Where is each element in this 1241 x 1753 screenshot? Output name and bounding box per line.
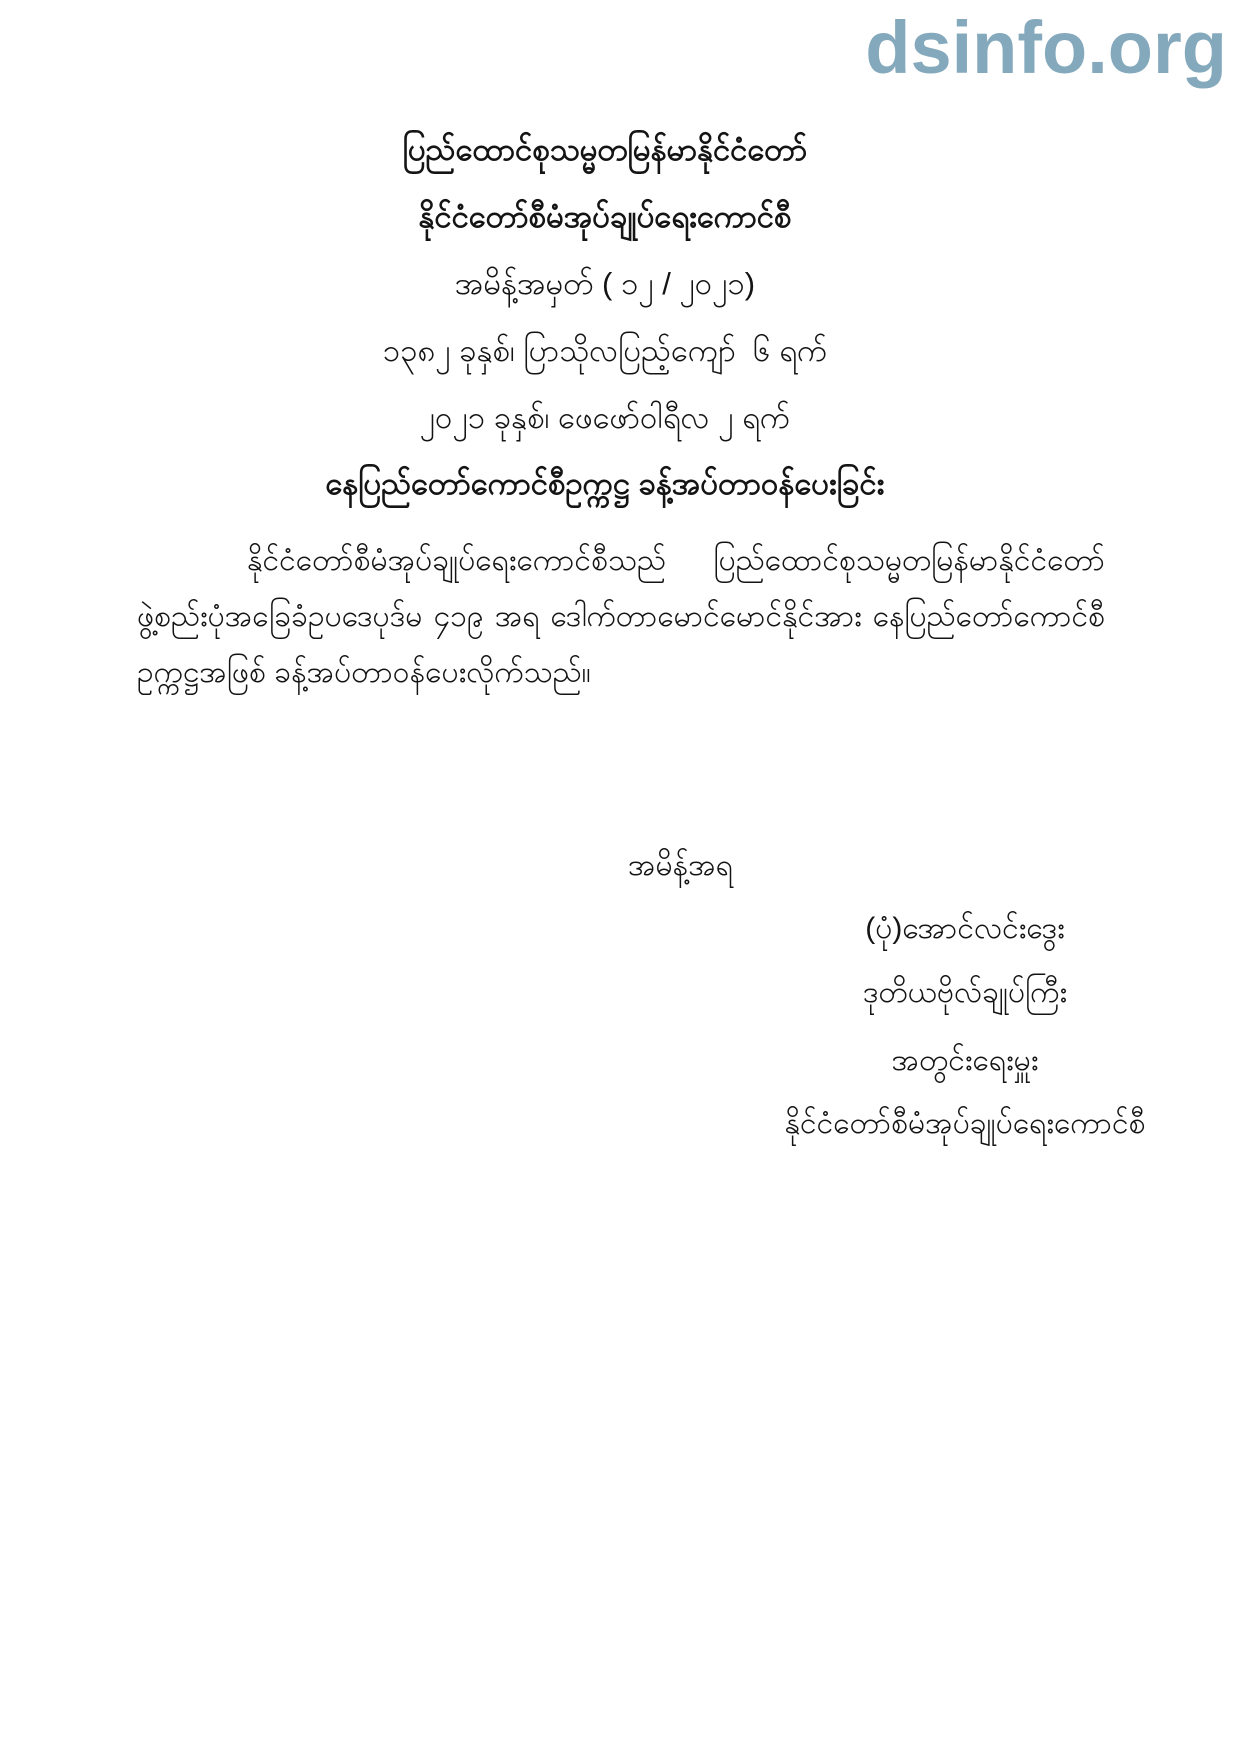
- council-name-heading: နိုင်ငံတော်စီမံအုပ်ချုပ်ရေးကောင်စီ: [418, 199, 792, 234]
- signer-position: အတွင်းရေးမှူး: [891, 1044, 1039, 1077]
- signer-name: (ပုံ)အောင်လင်းဒွေး: [865, 912, 1065, 945]
- state-name-heading: ပြည်ထောင်စုသမ္မတမြန်မာနိုင်ငံတော်: [402, 132, 808, 167]
- signer-organization: နိုင်ငံတော်စီမံအုပ်ချုပ်ရေးကောင်စီ: [784, 1107, 1146, 1140]
- by-order-label: အမိန့်အရ: [628, 849, 733, 882]
- order-number-line: အမိန့်အမှတ် ( ၁၂ / ၂၀၂၁): [454, 266, 756, 301]
- watermark-dsinfo: dsinfo.org: [865, 6, 1227, 89]
- body-paragraph: နိုင်ငံတော်စီမံအုပ်ချုပ်ရေးကောင်စီသည် ပြည်ထောင်စုသမ္မတမြန်မာနိုင်ငံတော် ဖွဲ့စည်းပုံအခြေခံဥပဒေပုဒ်မ ၄၁၉ အရ ဒေါက်တာမောင်မောင်နိုင်အား နေပြည်တော်ကောင်စီဥက္ကဋ္ဌအဖြစ် ခန့်အပ်တာဝန်ပေးလိုက်သည်။: [137, 544, 1105, 689]
- myanmar-era-date-line: ၁၃၈၂ ခုနှစ်၊ ပြာသိုလပြည့်ကျော် ၆ ရက်: [382, 333, 828, 368]
- gregorian-date-line: ၂၀၂၁ ခုနှစ်၊ ဖေဖော်ဝါရီလ ၂ ရက်: [419, 400, 791, 435]
- signer-rank: ဒုတိယဗိုလ်ချုပ်ကြီး: [862, 976, 1068, 1009]
- subject-line: နေပြည်တော်ကောင်စီဥက္ကဋ္ဌ ခန့်အပ်တာဝန်ပေးခြင်း: [325, 466, 885, 501]
